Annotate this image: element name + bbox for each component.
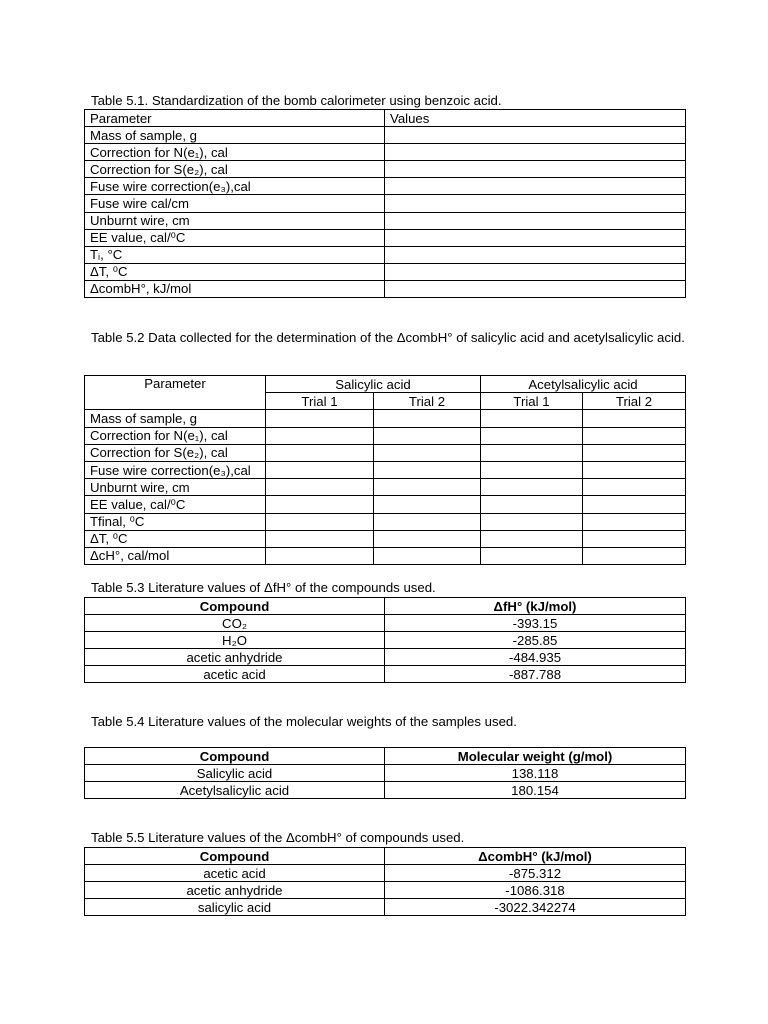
table-row [85, 882, 686, 899]
row-label: ΔcH°, cal/mol [85, 547, 266, 564]
header-cell: Parameter [85, 376, 266, 410]
compound-cell: acetic anhydride [85, 882, 385, 899]
row-label: EE value, cal/⁰C [85, 229, 385, 246]
row-value [385, 263, 686, 280]
row-value [385, 144, 686, 161]
value-cell: 138.118 [385, 765, 686, 782]
header-cell: Values [385, 110, 686, 127]
table-row [85, 782, 686, 799]
table-row [85, 229, 686, 246]
row-value [385, 161, 686, 178]
table1-caption: Table 5.1. Standardization of the bomb calorimeter using benzoic acid. [91, 93, 502, 108]
group-header-salicylic: Salicylic acid [266, 376, 481, 393]
table-row [85, 427, 686, 444]
row-label: Correction for S(e₂), cal [85, 161, 385, 178]
table-row [85, 513, 686, 530]
table2-caption: Table 5.2 Data collected for the determination of the ΔcombH° of salicylic acid and acetylsalicylic acid. [91, 330, 685, 345]
row-label: Fuse wire correction(e₃),cal [85, 178, 385, 195]
table-row [85, 195, 686, 212]
table5-caption: Table 5.5 Literature values of the ΔcombH° of compounds used. [91, 830, 465, 845]
row-value [385, 246, 686, 263]
table-row [85, 410, 686, 427]
table-row [85, 496, 686, 513]
header-cell: ΔcombH° (kJ/mol) [385, 848, 686, 865]
trial-header: Trial 2 [583, 393, 686, 410]
table-row [85, 178, 686, 195]
table-row [85, 444, 686, 461]
table-row [85, 666, 686, 683]
header-cell: Parameter [85, 110, 385, 127]
trial-header: Trial 1 [481, 393, 583, 410]
table-row [85, 865, 686, 882]
table-row [85, 280, 686, 297]
compound-cell: Salicylic acid [85, 765, 385, 782]
row-label: Mass of sample, g [85, 127, 385, 144]
table-row [85, 144, 686, 161]
table-header-row [85, 748, 686, 765]
table-header-row [85, 110, 686, 127]
table-row [85, 263, 686, 280]
table-row [85, 649, 686, 666]
value-cell: -887.788 [385, 666, 686, 683]
row-label: ΔT, ⁰C [85, 530, 266, 547]
value-cell: -3022.342274 [385, 899, 686, 916]
header-cell: Compound [85, 598, 385, 615]
table-row [85, 246, 686, 263]
table-row [85, 765, 686, 782]
header-cell: ΔfH° (kJ/mol) [385, 598, 686, 615]
table-row [85, 161, 686, 178]
table-header-row [85, 598, 686, 615]
table-header-row [85, 376, 686, 393]
value-cell: -285.85 [385, 632, 686, 649]
table2 [84, 375, 686, 565]
compound-cell: acetic acid [85, 666, 385, 683]
compound-cell: acetic acid [85, 865, 385, 882]
table-header-row [85, 848, 686, 865]
compound-cell: salicylic acid [85, 899, 385, 916]
table-row [85, 212, 686, 229]
compound-cell: CO₂ [85, 615, 385, 632]
row-value [385, 178, 686, 195]
value-cell: -1086.318 [385, 882, 686, 899]
row-value [385, 280, 686, 297]
row-label: EE value, cal/⁰C [85, 496, 266, 513]
table-row [85, 479, 686, 496]
value-cell: -484.935 [385, 649, 686, 666]
value-cell: -875.312 [385, 865, 686, 882]
trial-header: Trial 2 [374, 393, 481, 410]
compound-cell: acetic anhydride [85, 649, 385, 666]
row-value [385, 195, 686, 212]
value-cell: 180.154 [385, 782, 686, 799]
value-cell: -393.15 [385, 615, 686, 632]
row-label: Tfinal, ⁰C [85, 513, 266, 530]
row-label: ΔcombH°, kJ/mol [85, 280, 385, 297]
row-label: Unburnt wire, cm [85, 212, 385, 229]
group-header-acetylsalicylic: Acetylsalicylic acid [481, 376, 686, 393]
compound-cell: H₂O [85, 632, 385, 649]
header-cell: Molecular weight (g/mol) [385, 748, 686, 765]
table-row [85, 632, 686, 649]
row-label: Mass of sample, g [85, 410, 266, 427]
row-label: Correction for N(e₁), cal [85, 144, 385, 161]
table1 [84, 109, 686, 298]
table-row [85, 615, 686, 632]
table3-caption: Table 5.3 Literature values of ΔfH° of the compounds used. [91, 580, 436, 595]
table3 [84, 597, 686, 683]
row-label: ΔT, ⁰C [85, 263, 385, 280]
header-cell: Compound [85, 748, 385, 765]
table-row [85, 547, 686, 564]
row-value [385, 229, 686, 246]
row-label: Correction for N(e₁), cal [85, 427, 266, 444]
table-row [85, 461, 686, 478]
table5 [84, 847, 686, 916]
trial-header: Trial 1 [266, 393, 374, 410]
header-cell: Compound [85, 848, 385, 865]
row-value [385, 212, 686, 229]
table4-caption: Table 5.4 Literature values of the molecular weights of the samples used. [91, 714, 517, 729]
compound-cell: Acetylsalicylic acid [85, 782, 385, 799]
table-row [85, 899, 686, 916]
table4 [84, 747, 686, 799]
row-label: Fuse wire cal/cm [85, 195, 385, 212]
table-row [85, 530, 686, 547]
row-label: Correction for S(e₂), cal [85, 444, 266, 461]
row-value [385, 127, 686, 144]
row-label: Tᵢ, °C [85, 246, 385, 263]
table-row [85, 127, 686, 144]
row-label: Unburnt wire, cm [85, 479, 266, 496]
row-label: Fuse wire correction(e₃),cal [85, 461, 266, 478]
